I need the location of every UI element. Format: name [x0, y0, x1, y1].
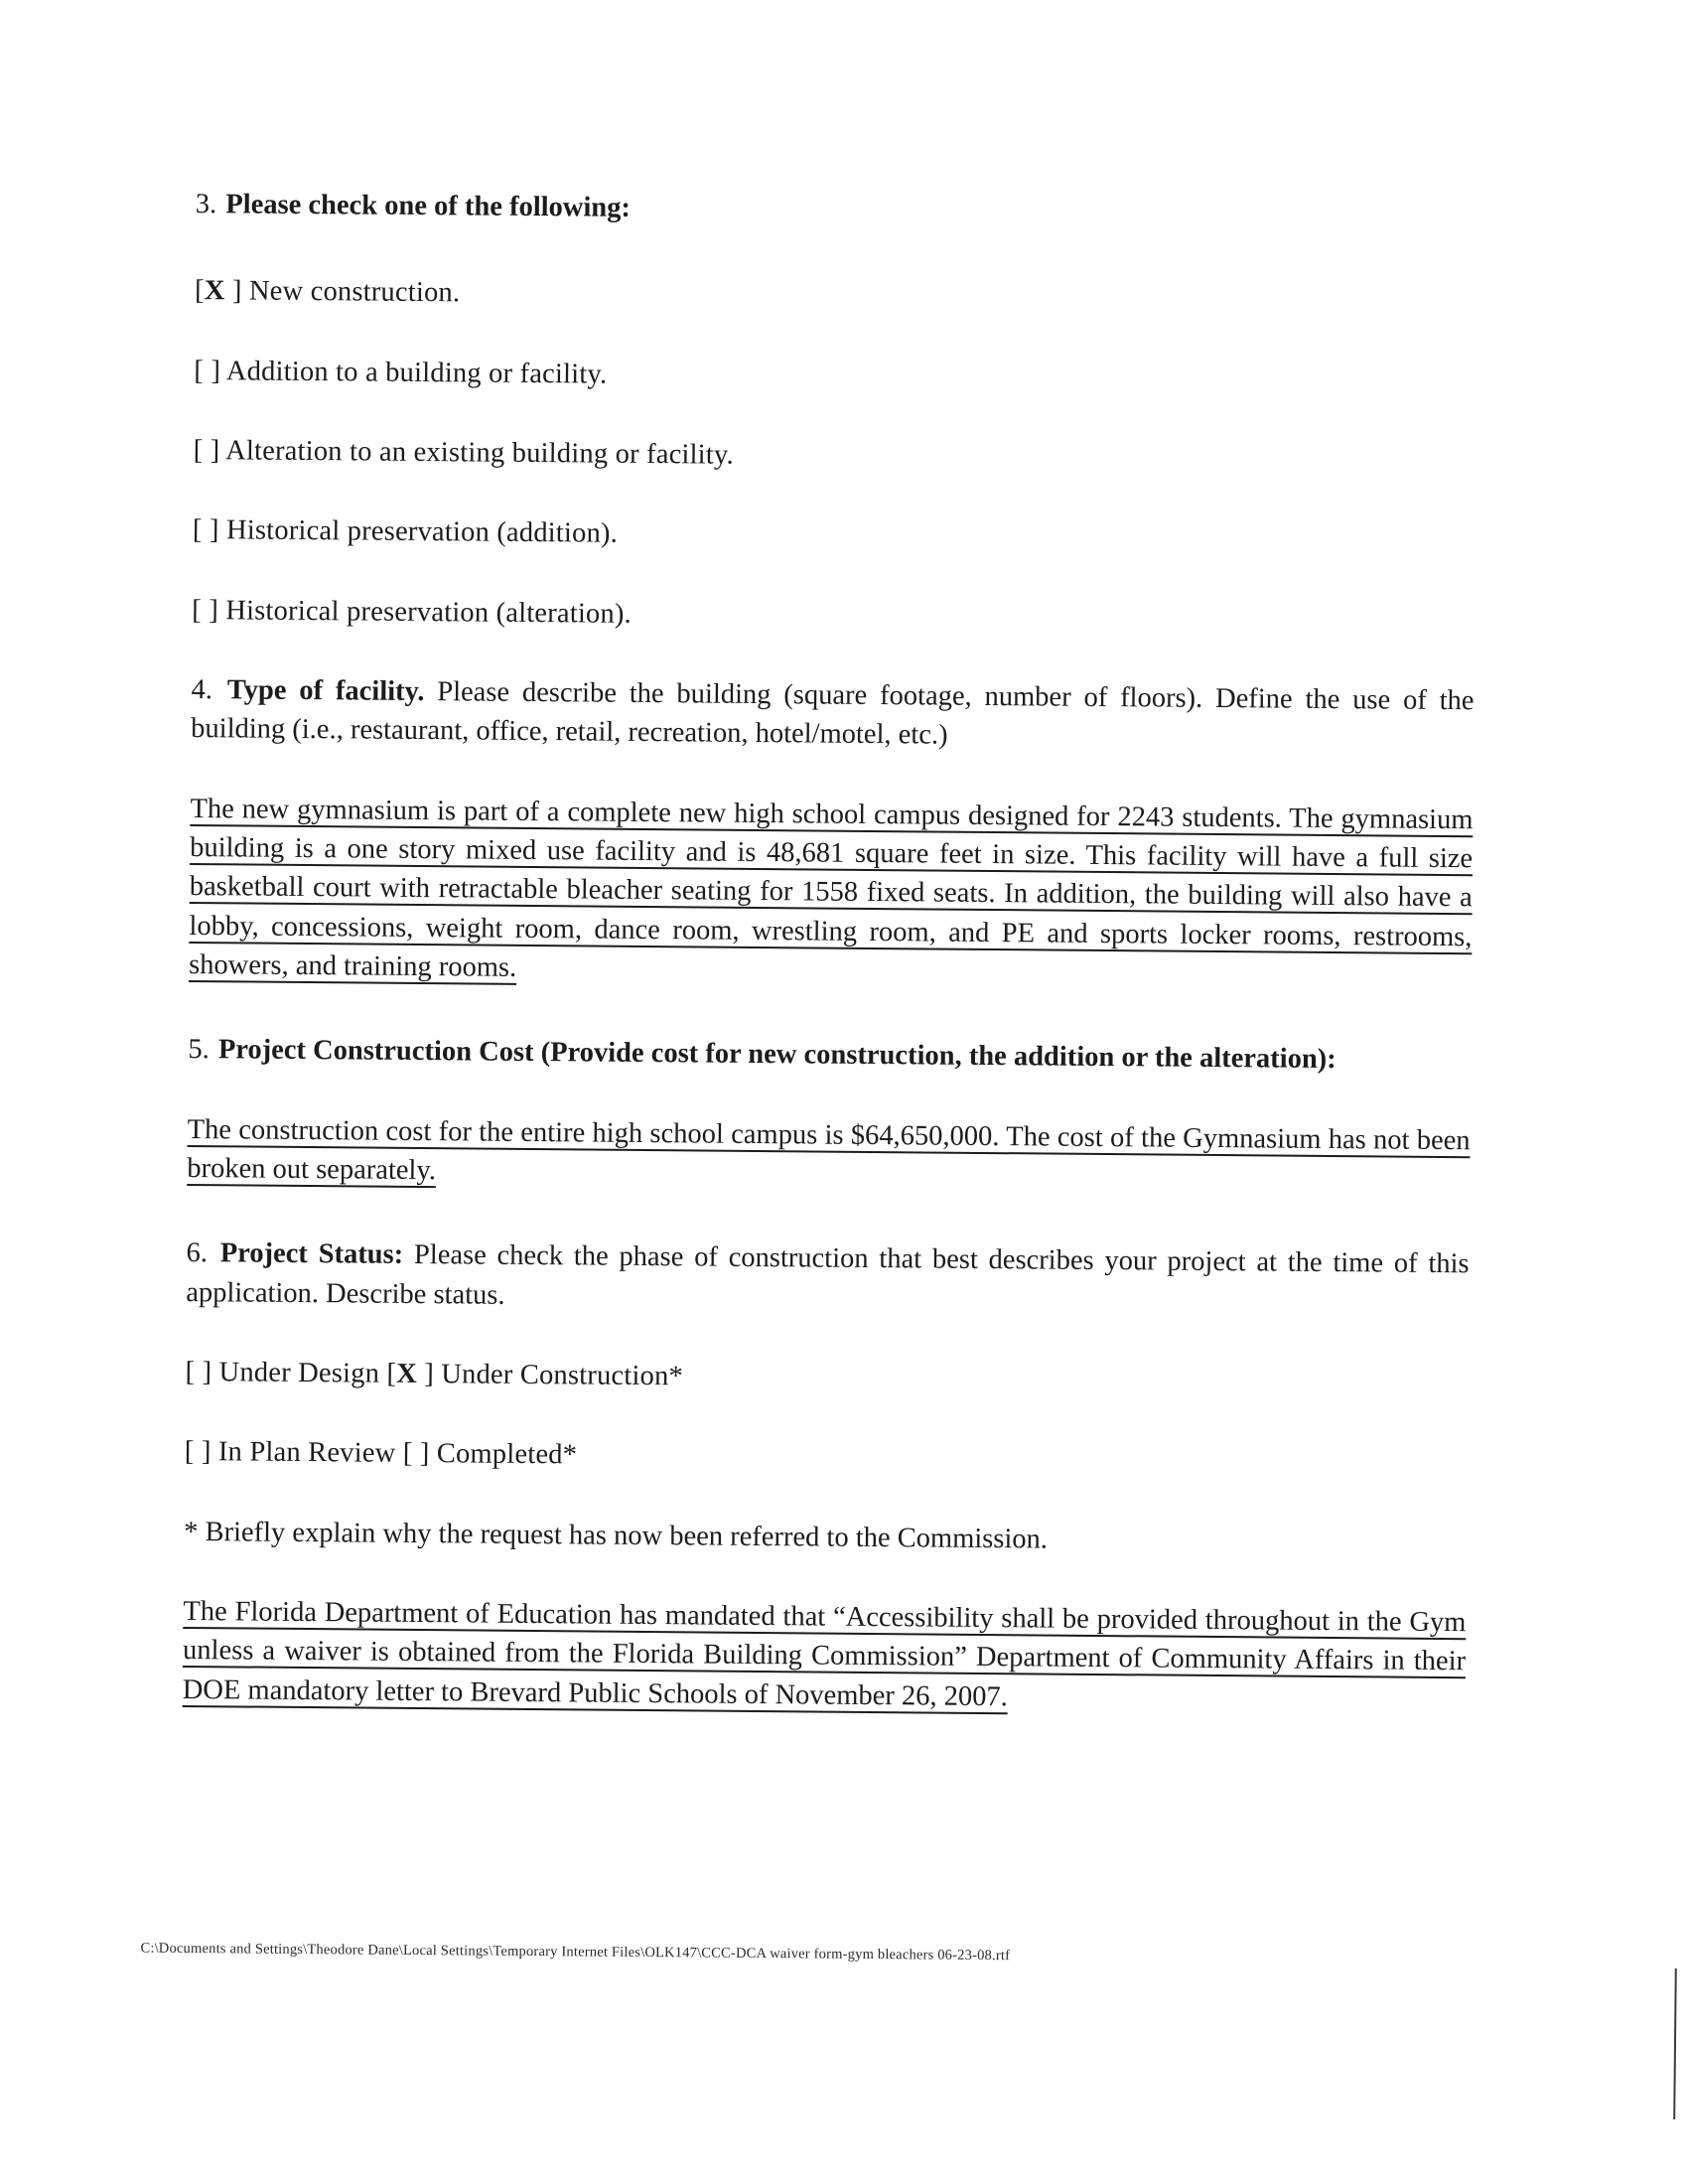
scan-artifact-line [1673, 1968, 1677, 2119]
checkbox-under-construction: [X ] [386, 1358, 435, 1390]
status-row-2 [185, 1432, 1468, 1483]
section-number: 3. [195, 188, 217, 220]
section-3-heading [196, 185, 1478, 235]
status-label: Under Construction* [441, 1359, 684, 1392]
checkbox: [ ] [192, 514, 219, 546]
checkbox-label: Historical preservation (addition). [225, 514, 619, 550]
checkbox-label: New construction. [248, 275, 461, 309]
section-number: 5. [188, 1034, 210, 1066]
checkbox-in-plan-review: [ ] [184, 1436, 211, 1468]
section-title: Please check one of the following: [225, 189, 632, 223]
status-row-1 [185, 1353, 1468, 1403]
status-label: Under Design [218, 1357, 380, 1389]
checkbox-option-new-construction [195, 271, 1477, 322]
checkbox: [ ] [194, 355, 221, 386]
section-6-heading [186, 1234, 1470, 1323]
checkbox-option-historical-alteration [192, 591, 1475, 642]
checkbox-under-design: [ ] [185, 1356, 212, 1388]
facility-description-answer: The new gymnasium is part of a complete new high school campus designed for 2243 students. The gymnasium building is a one story mixed use facility and is 48,681 square feet in size. This facility will have a full size basketball court with retractable bleacher seating for 1558 fixed seats. In addition, the building will also have a lobby, concessions, weight room, dance room, wrestling room, and PE and sports locker rooms, restrooms, showers, and training rooms. [189, 793, 1474, 983]
checkbox: [ ] [192, 594, 219, 626]
section-4-heading [191, 670, 1475, 760]
section-5-heading [188, 1030, 1471, 1081]
checkbox-option-addition [194, 352, 1477, 402]
checkbox: [X ] [194, 275, 242, 307]
asterisk-note: * Briefly explain why the request has now been referred to the Commission. [184, 1516, 1049, 1555]
file-path-footer: C:\Documents and Settings\Theodore Dane\Local Settings\Temporary Internet Files\OLK147\CCC-DCA waiver form-gym bleachers 06-23-08.rtf [140, 1940, 1011, 1965]
checkbox-completed: [ ] [402, 1438, 430, 1470]
checkbox: [ ] [193, 434, 220, 467]
section-title: Type of facility. [226, 674, 425, 707]
section-title: Project Construction Cost (Provide cost for new construction, the addition or the alteration): [217, 1034, 1336, 1076]
status-label: In Plan Review [217, 1436, 396, 1470]
referral-explanation-answer: The Florida Department of Education has mandated that “Accessibility shall be provided throughout in the Gym unless a waiver is obtained from the Florida Building Commission” Department of Community Affairs in their DOE mandatory letter to Brevard Public Schools of November 26, 2007. [182, 1595, 1467, 1712]
section-number: 6. [186, 1238, 209, 1269]
checkbox-option-historical-addition [193, 510, 1476, 561]
checkbox-option-alteration [193, 431, 1476, 482]
section-prompt: Please describe the building (square footage, number of floors). Define the use of the building (i.e., restaurant, office, retail, recreation, hotel/motel, etc.) [191, 676, 1475, 751]
document-content [140, 185, 1478, 1965]
section-title: Project Status: [219, 1238, 404, 1271]
construction-cost-answer: The construction cost for the entire high school campus is $64,650,000. The cost of the Gymnasium has not been broken out separately. [187, 1113, 1471, 1187]
checkbox-label: Alteration to an existing building or facility. [225, 435, 735, 471]
checkbox-label: Addition to a building or facility. [225, 355, 608, 390]
status-label: Completed* [436, 1438, 578, 1471]
checkbox-label: Historical preservation (alteration). [225, 594, 633, 630]
section-number: 4. [191, 673, 213, 706]
section-prompt: Please check the phase of construction that best describes your project at the time of this application. Describe status. [186, 1239, 1470, 1311]
